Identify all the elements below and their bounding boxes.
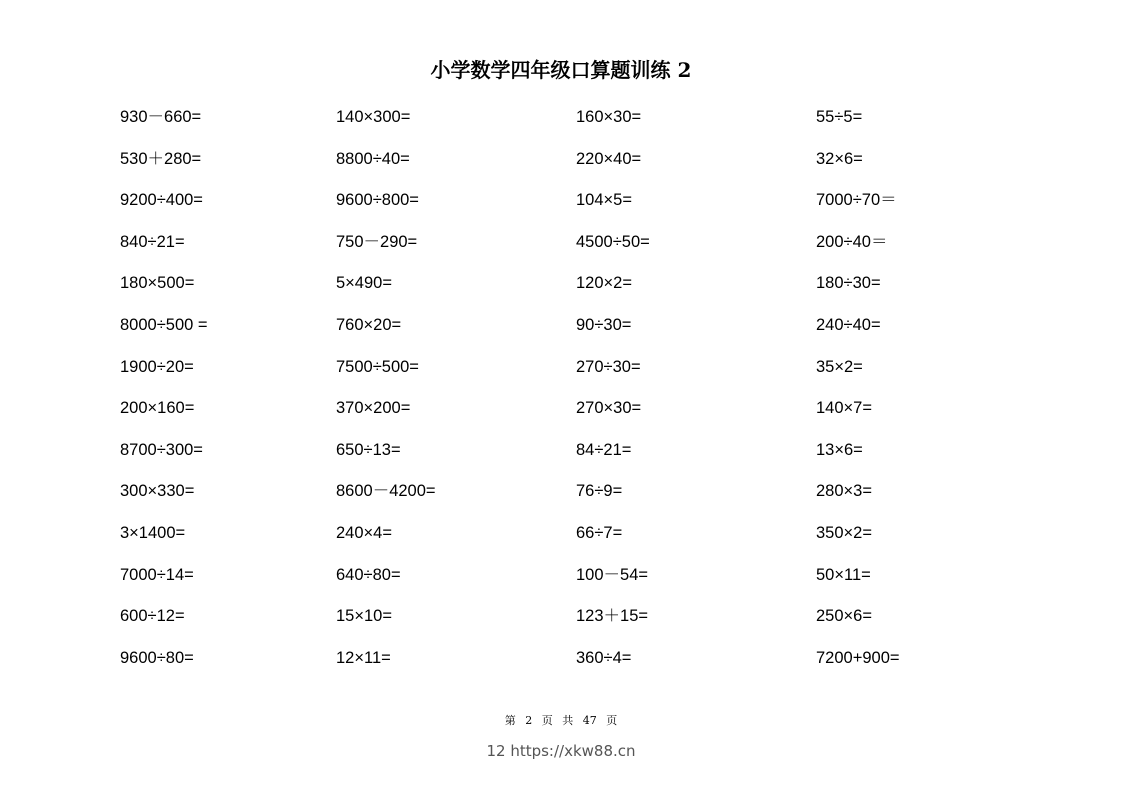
problem-item: 9600÷800= <box>336 191 419 210</box>
page-number: 2 <box>525 714 533 727</box>
problem-item: 15×10= <box>336 607 392 626</box>
problem-item: 123＋15= <box>576 607 649 626</box>
problem-item: 750－290= <box>336 232 418 251</box>
problem-item: 120×2= <box>576 274 632 293</box>
problem-grid <box>120 104 1020 687</box>
problem-item: 370×200= <box>336 399 411 418</box>
problem-item: 90÷30= <box>576 315 632 334</box>
problem-item: 8700÷300= <box>120 440 203 459</box>
problem-item: 270×30= <box>576 399 642 418</box>
problem-item: 180÷30= <box>816 274 881 293</box>
problem-item: 8000÷500 = <box>120 315 208 334</box>
problem-item: 840÷21= <box>120 232 185 251</box>
problem-item: 350×2= <box>816 523 872 542</box>
problem-item: 220×40= <box>576 149 642 168</box>
problem-item: 160×30= <box>576 108 642 126</box>
total-pages: 47 <box>582 714 597 727</box>
problem-item: 7000÷70＝ <box>816 191 897 210</box>
problem-item: 50×11= <box>816 565 871 584</box>
problem-item: 8800÷40= <box>336 149 410 168</box>
problem-item: 360÷4= <box>576 648 632 667</box>
problem-item: 240÷40= <box>816 315 881 334</box>
problem-item: 530＋280= <box>120 149 202 168</box>
problem-item: 8600－4200= <box>336 482 436 501</box>
problem-item: 300×330= <box>120 482 195 501</box>
problem-item: 200×160= <box>120 399 195 418</box>
problem-item: 930－660= <box>120 108 202 126</box>
problem-item: 140×7= <box>816 399 872 418</box>
problem-item: 3×1400= <box>120 523 186 542</box>
problem-item: 180×500= <box>120 274 195 293</box>
problem-item: 7200+900= <box>816 648 900 667</box>
problem-item: 35×2= <box>816 357 863 376</box>
page-prefix: 第 <box>504 714 516 727</box>
problem-item: 1900÷20= <box>120 357 194 376</box>
total-unit: 页 <box>606 714 618 727</box>
problem-item: 55÷5= <box>816 108 863 126</box>
problem-item: 12×11= <box>336 648 391 667</box>
page-title: 小学数学四年级口算题训练 2 <box>430 58 692 82</box>
site-watermark: 12 https://xkw88.cn <box>486 742 636 760</box>
problem-item: 250×6= <box>816 607 872 626</box>
problem-item: 9200÷400= <box>120 191 203 210</box>
problem-item: 84÷21= <box>576 440 632 459</box>
problem-item: 76÷9= <box>576 482 623 501</box>
problem-item: 104×5= <box>576 191 632 210</box>
problem-item: 240×4= <box>336 523 392 542</box>
problem-item: 32×6= <box>816 149 863 168</box>
problem-item: 200÷40＝ <box>816 232 888 251</box>
problem-item: 100－54= <box>576 565 649 584</box>
problem-item: 650÷13= <box>336 440 401 459</box>
problem-item: 270÷30= <box>576 357 641 376</box>
problem-item: 640÷80= <box>336 565 401 584</box>
problem-item: 140×300= <box>336 108 411 126</box>
problem-item: 4500÷50= <box>576 232 650 251</box>
problem-item: 600÷12= <box>120 607 185 626</box>
problem-item: 760×20= <box>336 315 402 334</box>
problem-item: 66÷7= <box>576 523 623 542</box>
problem-item: 5×490= <box>336 274 392 293</box>
problem-item: 9600÷80= <box>120 648 194 667</box>
total-prefix: 共 <box>562 714 574 727</box>
problem-item: 280×3= <box>816 482 872 501</box>
problem-item: 13×6= <box>816 440 863 459</box>
problem-item: 7000÷14= <box>120 565 194 584</box>
page-footer <box>0 713 1122 729</box>
problem-item: 7500÷500= <box>336 357 419 376</box>
page-unit: 页 <box>541 714 553 727</box>
